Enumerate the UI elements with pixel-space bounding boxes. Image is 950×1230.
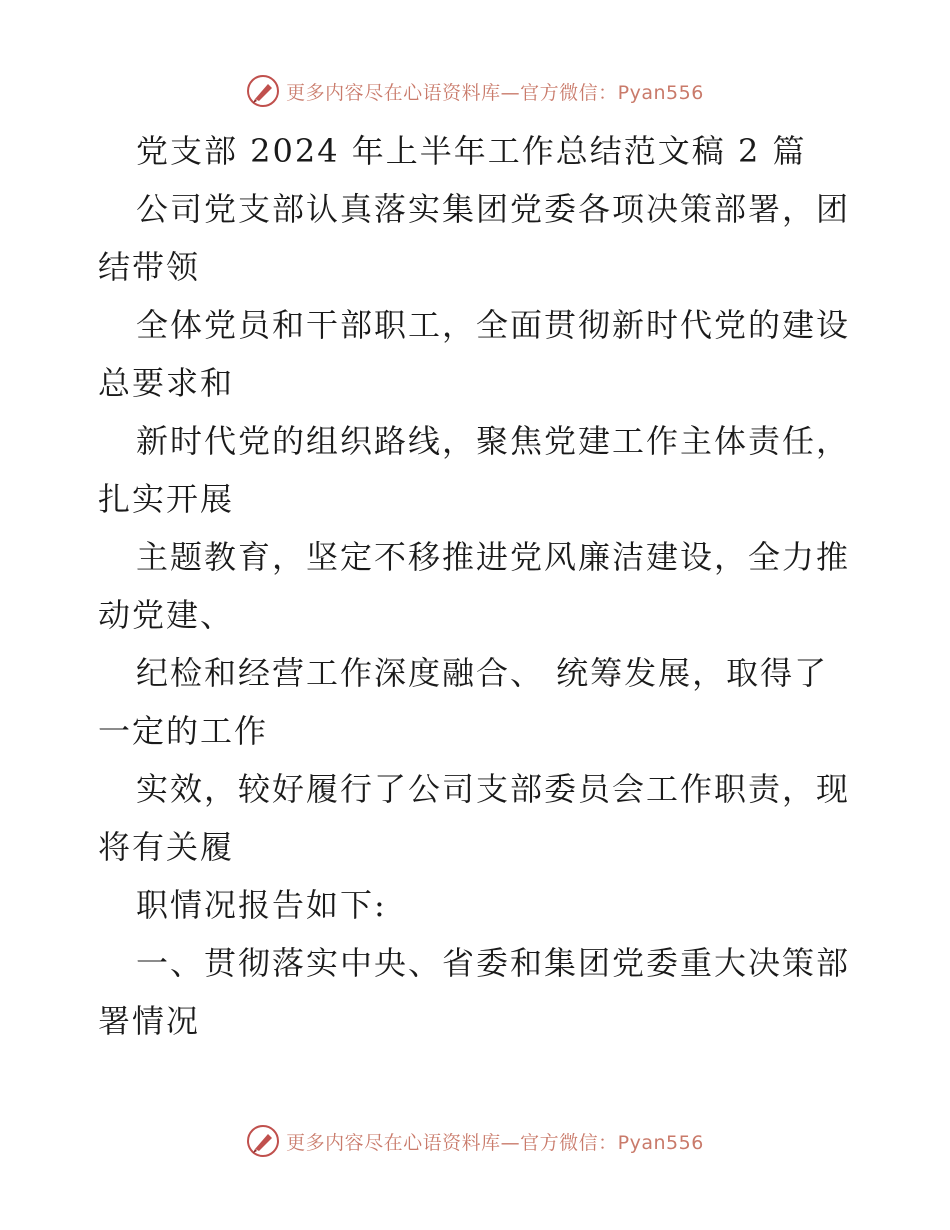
watermark-text: 更多内容尽在心语资料库—官方微信：Pyan556 xyxy=(286,1131,704,1154)
section-heading: 一、贯彻落实中央、省委和集团党委重大决策部 xyxy=(136,944,851,982)
paragraph-line: 公司党支部认真落实集团党委各项决策部署，团 xyxy=(136,190,851,228)
footer-watermark xyxy=(0,1124,950,1158)
document-title: 党支部 2024 年上半年工作总结范文稿 2 篇 xyxy=(136,132,807,170)
paragraph-line: 全体党员和干部职工，全面贯彻新时代党的建设 xyxy=(136,306,851,344)
paragraph-line: 主题教育，坚定不移推进党风廉洁建设，全力推 xyxy=(136,538,851,576)
paragraph-line: 将有关履 xyxy=(98,828,235,866)
paragraph-line: 实效，较好履行了公司支部委员会工作职责，现 xyxy=(136,770,851,808)
paragraph-line: 新时代党的组织路线，聚焦党建工作主体责任， xyxy=(136,422,851,460)
paragraph-line: 动党建、 xyxy=(98,596,235,634)
header-watermark xyxy=(0,74,950,108)
pen-logo-icon xyxy=(246,1124,280,1158)
paragraph-line: 扎实开展 xyxy=(98,480,235,518)
paragraph-line: 纪检和经营工作深度融合、 统筹发展，取得了 xyxy=(136,654,829,692)
paragraph-line: 结带领 xyxy=(98,248,201,286)
pen-logo-icon xyxy=(246,74,280,108)
paragraph-line: 总要求和 xyxy=(98,364,235,402)
paragraph-line: 职情况报告如下: xyxy=(136,886,387,924)
section-heading-continued: 署情况 xyxy=(98,1002,201,1040)
watermark-text: 更多内容尽在心语资料库—官方微信：Pyan556 xyxy=(286,81,704,104)
document-body xyxy=(98,122,858,1050)
paragraph-line: 一定的工作 xyxy=(98,712,269,750)
